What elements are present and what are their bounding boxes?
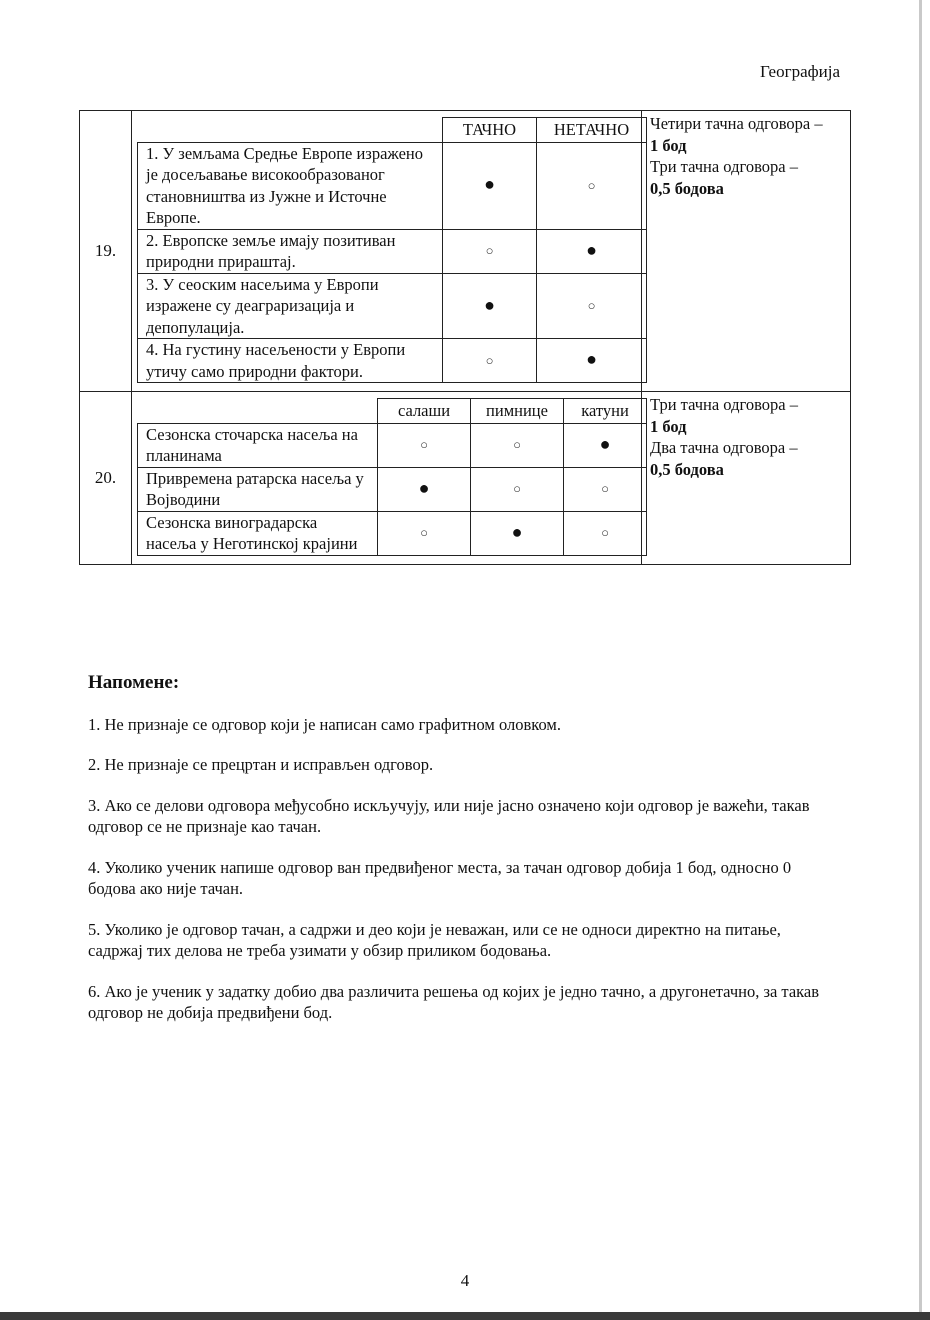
scoring-criteria: [642, 392, 851, 565]
grid-header-row: [138, 118, 647, 143]
statement-row: [138, 339, 647, 383]
statement-row: [138, 142, 647, 229]
question-body: [132, 392, 642, 565]
scoring-line: Четири тачна одговора –: [650, 114, 823, 133]
scoring-criteria: [642, 111, 851, 392]
answer-mark-filled: ●: [471, 511, 564, 555]
matching-grid: [137, 398, 647, 556]
viewer-bottom-bar: [0, 1312, 930, 1320]
notes-section: [88, 672, 828, 1043]
statement-row: [138, 467, 647, 511]
note-item: 5. Уколико је одговор тачан, а садржи и део који је неважан, или се не односи директно на питање, садржај тих делова не треба узимати у обзир приликом бодовања.: [88, 919, 781, 960]
question-row-19: [80, 111, 851, 392]
statement-row: [138, 229, 647, 273]
scoring-points: 1 бод: [650, 416, 687, 436]
page-number: 4: [460, 1271, 470, 1290]
grid-header-row: [138, 399, 647, 424]
answer-mark-empty: ○: [378, 423, 471, 467]
scoring-points: 0,5 бодова: [650, 178, 724, 198]
answer-mark-empty: ○: [564, 511, 647, 555]
scoring-points: 0,5 бодова: [650, 459, 724, 479]
statement-row: [138, 423, 647, 467]
statement-text: 1. У земљама Средње Европе изражено је досељавање високообразованог становништва из Јужне и Источне Европе.: [138, 142, 443, 229]
answer-mark-empty: ○: [443, 229, 537, 273]
grid-corner: [138, 399, 378, 424]
answer-mark-empty: ○: [537, 142, 647, 229]
statement-text: Привремена ратарска насеља у Војводини: [138, 467, 378, 511]
scoring-points: 1 бод: [650, 135, 687, 155]
note-item: 3. Ако се делови одговора међусобно искључују, или није јасно означено који одговор је важећи, такав одговор се не признаје као тачан.: [88, 795, 810, 836]
grid-corner: [138, 118, 443, 143]
column-header: пимнице: [471, 399, 564, 424]
question-number: 20.: [80, 392, 132, 565]
note-item: 2. Не признаје се прецртан и исправљен одговор.: [88, 755, 434, 774]
question-number: 19.: [80, 111, 132, 392]
answer-mark-filled: ●: [564, 423, 647, 467]
note-item: 1. Не признаје се одговор који је написан само графитном оловком.: [88, 714, 561, 734]
answer-mark-empty: ○: [443, 339, 537, 383]
statement-text: Сезонска виноградарска насеља у Неготинској крајини: [138, 511, 378, 555]
subject-header: Географија: [760, 62, 840, 81]
scoring-line: Три тачна одговора –: [650, 157, 798, 176]
note-item: 6. Ако је ученик у задатку добио два различита решења од којих је једно тачно, а другонетачно, за такав одговор не добија предвиђени бод.: [88, 981, 820, 1022]
answer-mark-filled: ●: [443, 142, 537, 229]
notes-title: Напомене:: [88, 672, 180, 693]
scoring-line: Три тачна одговора –: [650, 395, 798, 414]
column-header: катуни: [564, 399, 647, 424]
answer-mark-empty: ○: [471, 423, 564, 467]
statement-text: 3. У сеоским насељима у Европи изражене су деаграризација и депопулација.: [138, 273, 443, 339]
statement-text: 4. На густину насељености у Европи утичу само природни фактори.: [138, 339, 443, 383]
answer-mark-empty: ○: [471, 467, 564, 511]
answer-mark-empty: ○: [537, 273, 647, 339]
question-body: [132, 111, 642, 392]
answer-mark-empty: ○: [378, 511, 471, 555]
answer-mark-filled: ●: [443, 273, 537, 339]
answer-mark-filled: ●: [378, 467, 471, 511]
true-false-grid: [137, 117, 647, 383]
answer-mark-empty: ○: [564, 467, 647, 511]
statement-row: [138, 511, 647, 555]
note-item: 4. Уколико ученик напише одговор ван предвиђеног места, за тачан одговор добија 1 бод, односно 0 бодова ако није тачан.: [88, 857, 792, 898]
column-header: салаши: [378, 399, 471, 424]
answer-mark-filled: ●: [537, 339, 647, 383]
statement-row: [138, 273, 647, 339]
column-header: ТАЧНО: [443, 118, 537, 143]
scoring-line: Два тачна одговора –: [650, 438, 798, 457]
answer-mark-filled: ●: [537, 229, 647, 273]
statement-text: 2. Европске земље имају позитиван природни прираштај.: [138, 229, 443, 273]
answer-key-table: [79, 110, 851, 565]
column-header: НЕТАЧНО: [537, 118, 647, 143]
question-row-20: [80, 392, 851, 565]
statement-text: Сезонска сточарска насеља на планинама: [138, 423, 378, 467]
